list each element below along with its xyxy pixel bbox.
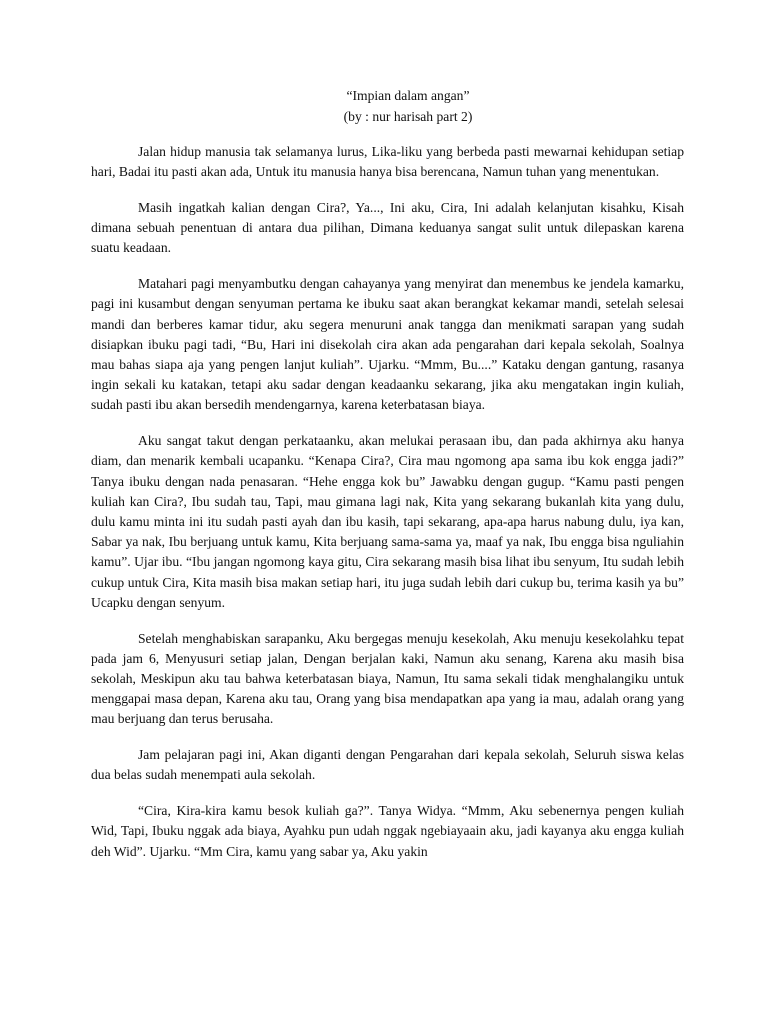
paragraph-1: Jalan hidup manusia tak selamanya lurus, Lika-liku yang berbeda pasti mewarnai kehidupan setiap hari, Badai itu pasti akan ada, Untuk itu manusia hanya bisa berencana, Namun tuhan yang menentukan. <box>91 144 684 180</box>
paragraph-7: “Cira, Kira-kira kamu besok kuliah ga?”. Tanya Widya. “Mmm, Aku sebenernya pengen kuliah Wid, Tapi, Ibuku nggak ada biaya, Ayahku pun udah nggak ngebiayaain aku, jadi kayanya aku engga kuliah deh Wid”. Ujarku. “Mm Cira, kamu yang sabar ya, Aku yakin <box>91 803 684 859</box>
document-byline: (by : nur harisah part 2) <box>343 108 473 124</box>
paragraph-3: Matahari pagi menyambutku dengan cahayanya yang menyirat dan menembus ke jendela kamarku, pagi ini kusambut dengan senyuman pertama ke ibuku saat akan berangkat kekamar mandi, setelah selesai mandi dan berberes kamar tidur, aku segera menuruni anak tangga dan menikmati sarapan yang sudah disiapkan ibuku pagi tadi, “Bu, Hari ini disekolah cira akan ada pengarahan dari kepala sekolah, Soalnya mau bahas siapa aja yang pengen lanjut kuliah”. Ujarku. “Mmm, Bu....” Kataku dengan gantung, rasanya ingin sekali ku katakan, tetapi aku sadar dengan keadaanku sekarang, jika aku mengatakan ingin kuliah, sudah pasti ibu akan bersedih mendengarnya, karena keterbatasan biaya. <box>91 276 684 413</box>
paragraph-5: Setelah menghabiskan sarapanku, Aku bergegas menuju kesekolah, Aku menuju kesekolahku tepat pada jam 6, Menyusuri setiap jalan, Dengan berjalan kaki, Namun aku senang, Karena aku masih bisa sekolah, Meskipun aku tau bahwa keterbatasan biaya, Namun, Itu sama sekali tidak menghalangiku untuk menggapai masa depan, Karena aku tau, Orang yang bisa mendapatkan apa yang ia mau, adalah orang yang mau berjuang dan terus berusaha. <box>91 630 684 727</box>
paragraph-6: Jam pelajaran pagi ini, Akan diganti dengan Pengarahan dari kepala sekolah, Seluruh siswa kelas dua belas sudah menempati aula sekolah. <box>91 747 684 783</box>
paragraph-4: Aku sangat takut dengan perkataanku, akan melukai perasaan ibu, dan pada akhirnya aku hanya diam, dan menarik kembali ucapanku. “Kenapa Cira?, Cira mau ngomong apa sama ibu kok engga jadi?” Tanya ibuku dengan nada penasaran. “Hehe engga kok bu” Jawabku dengan gugup. “Kamu pasti pengen kuliah kan Cira?, Ibu sudah tau, Tapi, mau gimana lagi nak, Kita yang sekarang bukanlah kita yang dulu, dulu kamu minta ini itu sudah pasti ayah dan ibu kasih, tapi sekarang, apa-apa harus nabung dulu, iya kan, Sabar ya nak, Ibu berjuang untuk kamu, Kita berjuang sama-sama ya, maaf ya nak, Ibu engga bisa nguliahin kamu”. Ujar ibu. “Ibu jangan ngomong kaya gitu, Cira sekarang masih bisa lihat ibu senyum, Itu sudah lebih cukup untuk Cira, Kita masih bisa makan setiap hari, itu juga sudah lebih dari cukup bu, terima kasih ya bu” Ucapku dengan senyum. <box>91 433 684 610</box>
title-block <box>0 86 768 127</box>
document-title: “Impian dalam angan” <box>346 88 470 103</box>
document-body <box>91 142 684 877</box>
paragraph-2: Masih ingatkah kalian dengan Cira?, Ya..., Ini aku, Cira, Ini adalah kelanjutan kisahku, Kisah dimana sebuah penentuan di antara dua pilihan, Dimana keduanya sangat sulit untuk dilepaskan karena suatu keadaan. <box>91 200 684 256</box>
